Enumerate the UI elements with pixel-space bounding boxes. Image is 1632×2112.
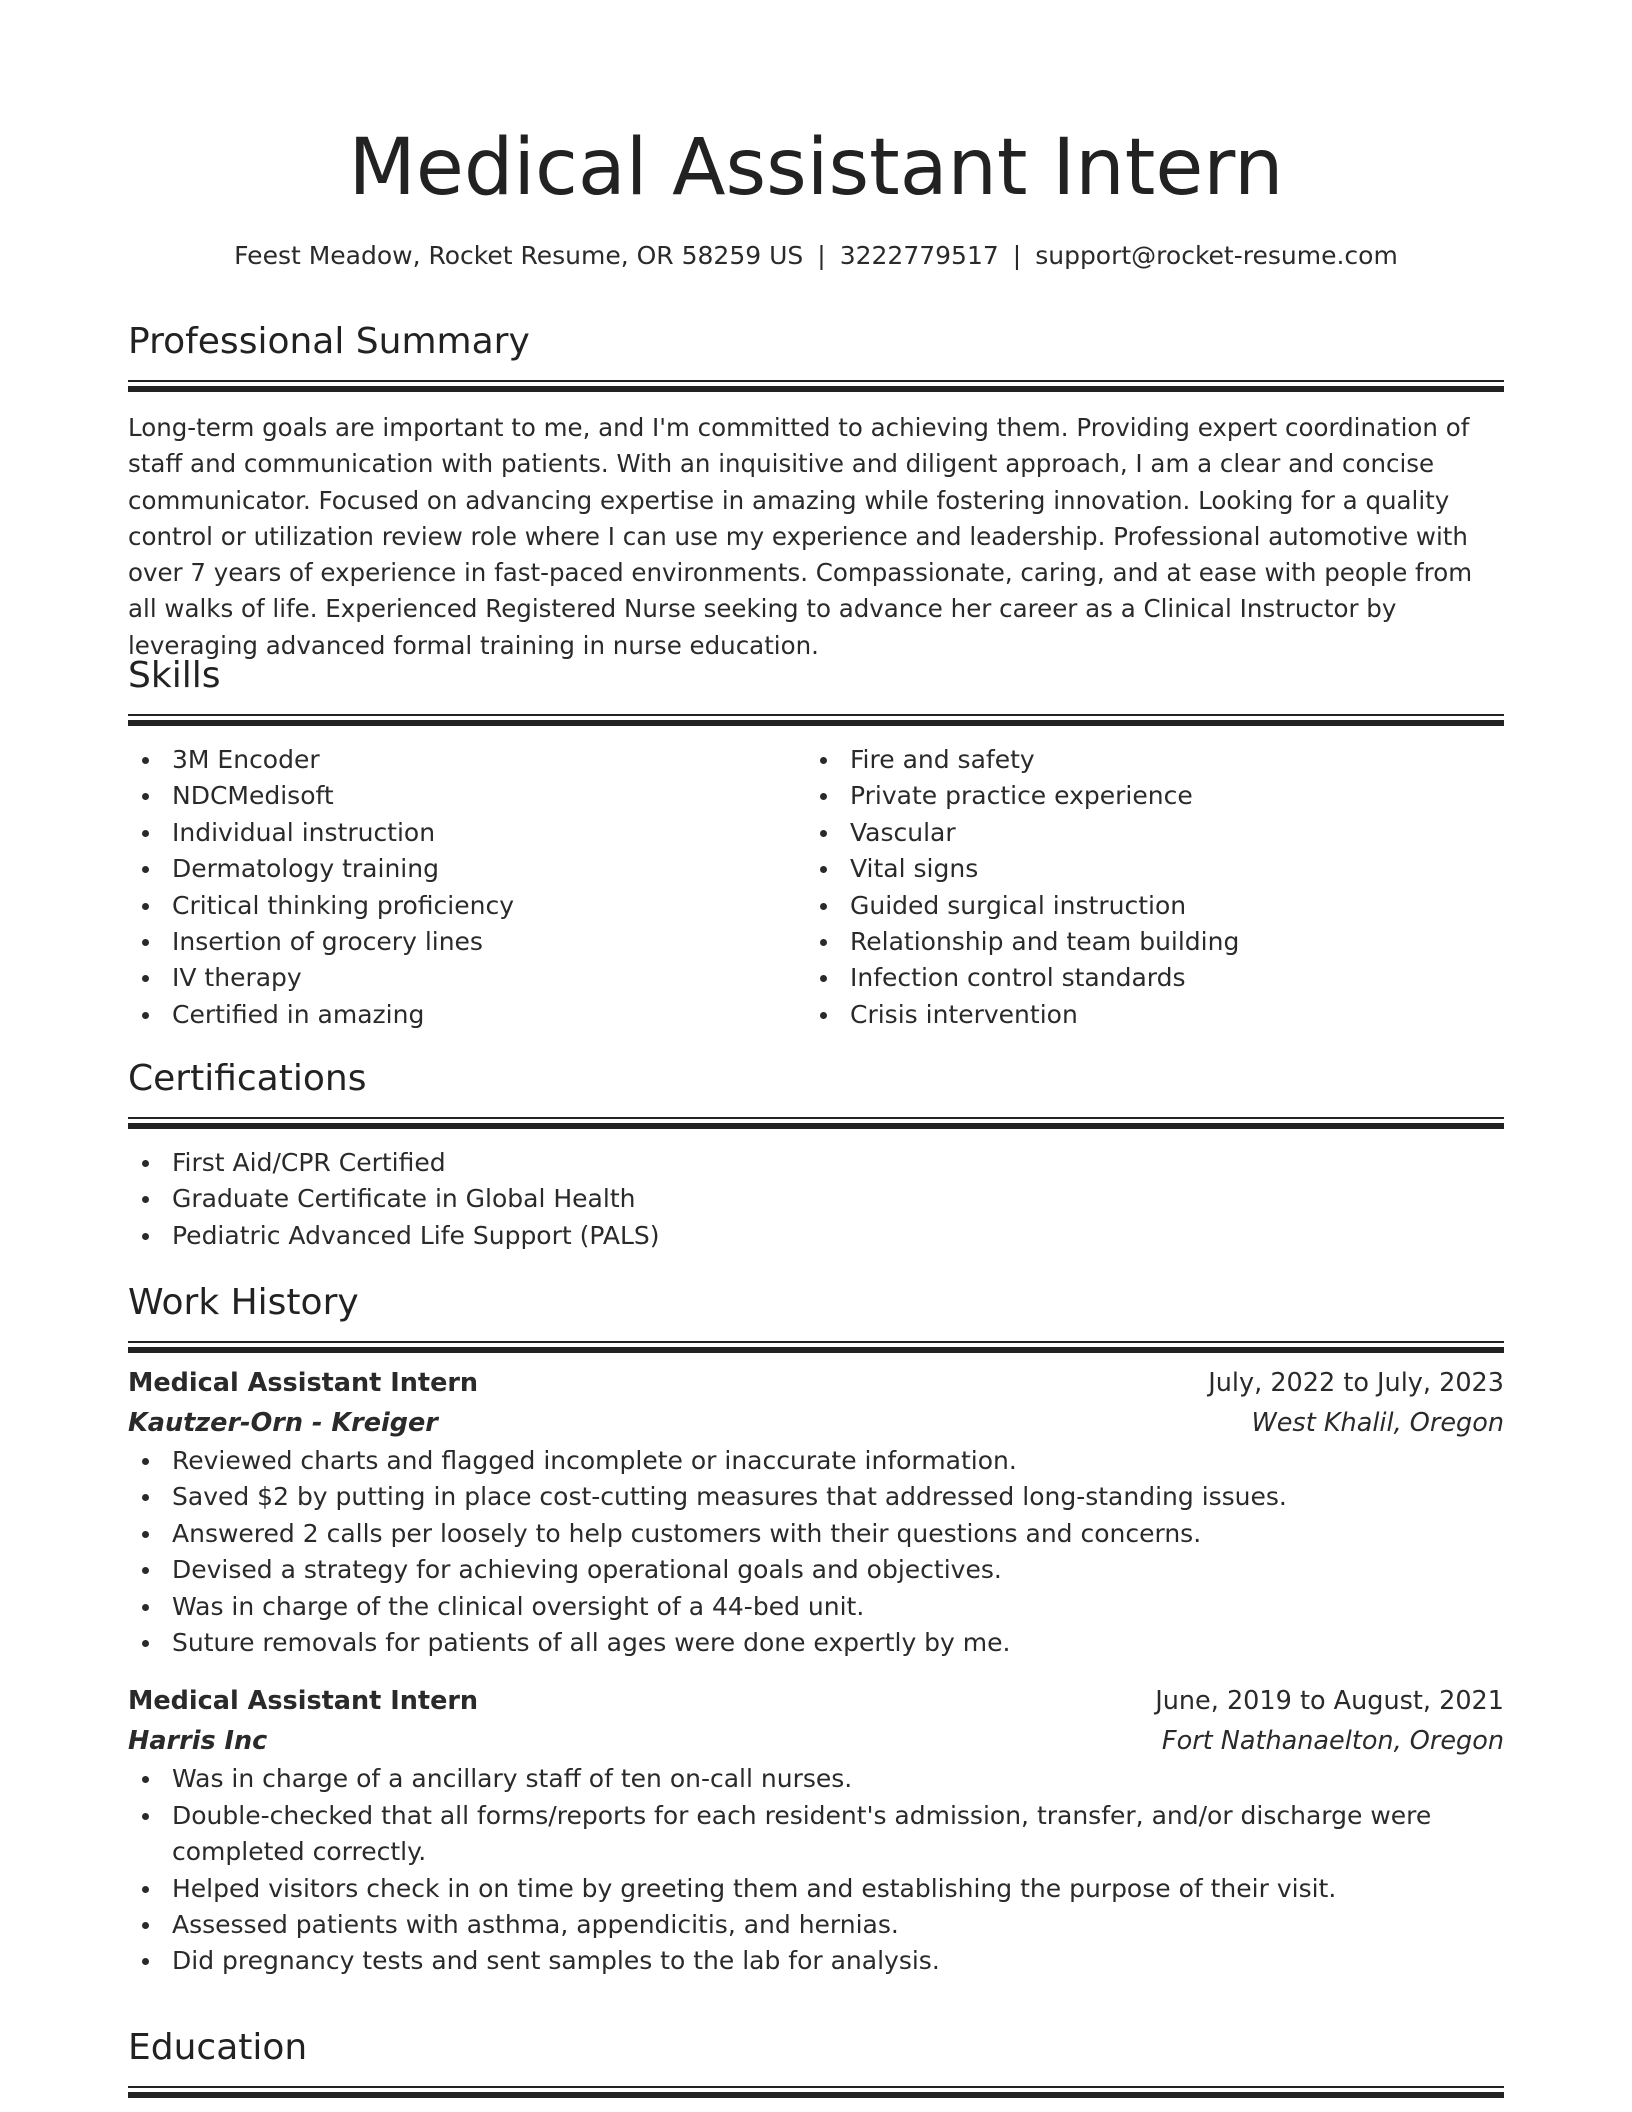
contact-phone: 3222779517 <box>839 241 999 270</box>
work-history-heading: Work History <box>128 1282 359 1323</box>
skill-item: Individual instruction <box>128 815 806 851</box>
job-entry <box>128 1681 1504 1979</box>
job-title: Medical Assistant Intern <box>128 1368 479 1398</box>
job-duty: Assessed patients with asthma, appendicitis, and hernias. <box>128 1907 1504 1943</box>
job-subheader <box>128 1721 1504 1761</box>
skills-column-left <box>128 742 806 1033</box>
skills-columns <box>128 742 1504 1033</box>
job-duty: Saved $2 by putting in place cost-cutting measures that addressed long-standing issues. <box>128 1479 1504 1515</box>
skill-item: NDCMedisoft <box>128 778 806 814</box>
skills-column-right <box>806 742 1484 1033</box>
job-dates: June, 2019 to August, 2021 <box>1155 1686 1504 1717</box>
job-dates: July, 2022 to July, 2023 <box>1208 1368 1504 1398</box>
resume-name: Medical Assistant Intern <box>348 123 1284 213</box>
contact-separator: | <box>1012 241 1022 270</box>
education-section <box>128 2024 1504 2088</box>
section-divider <box>128 2086 1504 2088</box>
contact-address: Feest Meadow, Rocket Resume, OR 58259 US <box>234 241 804 270</box>
skill-item: Private practice experience <box>806 778 1484 814</box>
job-duty: Answered 2 calls per loosely to help customers with their questions and concerns. <box>128 1516 1504 1552</box>
section-divider <box>128 714 1504 716</box>
certifications-list <box>128 1145 1504 1254</box>
job-header <box>128 1681 1504 1721</box>
certifications-section <box>128 1055 1504 1254</box>
job-company: Harris Inc <box>128 1726 268 1757</box>
skill-item: Vascular <box>806 815 1484 851</box>
skills-heading: Skills <box>128 655 221 696</box>
skill-item: Vital signs <box>806 851 1484 887</box>
job-duty: Did pregnancy tests and sent samples to the lab for analysis. <box>128 1943 1504 1979</box>
job-duties-list <box>128 1761 1504 1979</box>
certification-item: First Aid/CPR Certified <box>128 1145 1504 1181</box>
job-subheader <box>128 1403 1504 1443</box>
skill-item: Fire and safety <box>806 742 1484 778</box>
job-location: Fort Nathanaelton, Oregon <box>1161 1726 1504 1757</box>
skill-item: Insertion of grocery lines <box>128 924 806 960</box>
skill-item: Infection control standards <box>806 960 1484 996</box>
skill-item: Certified in amazing <box>128 997 806 1033</box>
section-divider <box>128 1341 1504 1343</box>
job-duty: Reviewed charts and flagged incomplete or inaccurate information. <box>128 1443 1504 1479</box>
skill-item: Dermatology training <box>128 851 806 887</box>
education-heading: Education <box>128 2027 308 2068</box>
section-divider <box>128 380 1504 382</box>
certification-item: Graduate Certificate in Global Health <box>128 1181 1504 1217</box>
skill-item: Critical thinking proficiency <box>128 888 806 924</box>
certifications-heading: Certifications <box>128 1058 367 1099</box>
job-title: Medical Assistant Intern <box>128 1686 479 1717</box>
job-duty: Suture removals for patients of all ages were done expertly by me. <box>128 1625 1504 1661</box>
skill-item: Crisis intervention <box>806 997 1484 1033</box>
contact-separator: | <box>817 241 826 270</box>
skill-item: Guided surgical instruction <box>806 888 1484 924</box>
job-duty: Was in charge of a ancillary staff of ten on-call nurses. <box>128 1761 1504 1797</box>
job-duties-list <box>128 1443 1504 1661</box>
job-header <box>128 1363 1504 1403</box>
summary-heading: Professional Summary <box>128 321 530 362</box>
section-divider <box>128 1117 1504 1119</box>
job-duty: Was in charge of the clinical oversight of a 44-bed unit. <box>128 1589 1504 1625</box>
skill-item: Relationship and team building <box>806 924 1484 960</box>
job-entry <box>128 1363 1504 1661</box>
job-location: West Khalil, Oregon <box>1251 1408 1504 1438</box>
skill-item: IV therapy <box>128 960 806 996</box>
summary-text: Long-term goals are important to me, and I'm committed to achieving them. Providing expert coordination of staff and communication with patients. With an inquisitive and diligent approach, I am a clear and concise communicator. Focused on advancing expertise in amazing while fostering innovation. Looking for a quality control or utilization review role where I can use my experience and leadership. Professional automotive with over 7 years of experience in fast-paced environments. Compassionate, caring, and at ease with people from all walks of life. Experienced Registered Nurse seeking to advance her career as a Clinical Instructor by leveraging advanced formal training in nurse education. <box>128 413 1473 660</box>
certification-item: Pediatric Advanced Life Support (PALS) <box>128 1218 1504 1254</box>
work-history-section <box>128 1279 1504 1980</box>
contact-email: support@rocket-resume.com <box>1035 241 1398 270</box>
skills-section <box>128 652 1504 1033</box>
skill-item: 3M Encoder <box>128 742 806 778</box>
contact-line <box>128 240 1504 272</box>
skills-list-right <box>806 742 1484 1033</box>
skills-list-left <box>128 742 806 1033</box>
job-duty: Devised a strategy for achieving operational goals and objectives. <box>128 1552 1504 1588</box>
job-duty: Helped visitors check in on time by greeting them and establishing the purpose of their visit. <box>128 1871 1504 1907</box>
job-company: Kautzer-Orn - Kreiger <box>128 1408 438 1438</box>
job-duty: Double-checked that all forms/reports for each resident's admission, transfer, and/or discharge were completed correctly. <box>128 1798 1504 1871</box>
summary-section <box>128 318 1504 664</box>
